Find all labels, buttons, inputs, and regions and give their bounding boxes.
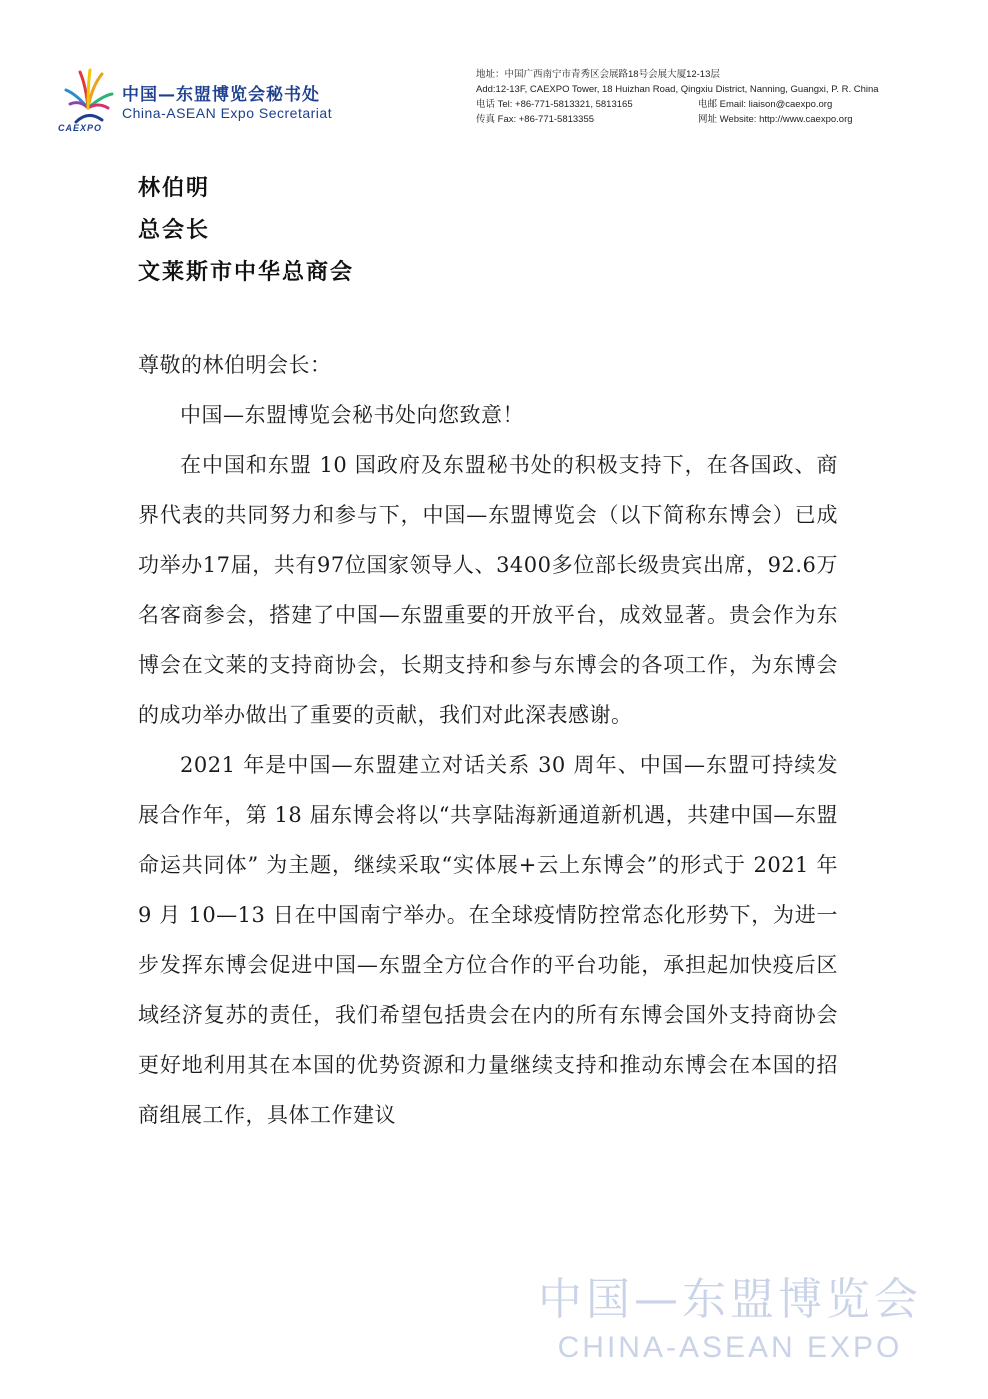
tel: 电话 Tel: +86-771-5813321, 5813165 xyxy=(476,99,633,110)
recipient-block xyxy=(138,168,354,294)
address-cn: 地址：中国广西南宁市青秀区会展路18号会展大厦12-13层 xyxy=(476,69,720,80)
watermark xyxy=(520,1272,940,1368)
org-name-cn: 中国—东盟博览会秘书处 xyxy=(122,85,320,105)
org-name-en: China-ASEAN Expo Secretariat xyxy=(122,105,333,121)
website: 网址 Website: http://www.caexpo.org xyxy=(698,114,853,125)
recipient-organization: 文莱斯市中华总商会 xyxy=(138,260,355,285)
logo-caexpo-label: CAEXPO xyxy=(58,123,103,133)
recipient-name: 林伯明 xyxy=(138,176,211,201)
fax: 传真 Fax: +86-771-5813355 xyxy=(476,114,595,125)
paragraph-2: 2021 年是中国—东盟建立对话关系 30 周年、中国—东盟可持续发展合作年，第 18 届东博会将以“共享陆海新通道新机遇，共建中国—东盟命运共同体” 为主题，继续采取“实体展+云上东博会”的形式于 2021 年 9 月 10—13 日在中国南宁举办。在全球疫情防控常态化形势下，为进一步发挥东博会促进中国—东盟全方位合作的平台功能，承担起加快疫后区域经济复苏的责任，我们希望包括贵会在内的所有东博会国外支持商协会更好地利用其在本国的优势资源和力量继续支持和推动东博会在本国的招商组展工作，具体工作建议 xyxy=(138,753,838,1127)
letterhead xyxy=(0,0,988,150)
letter-body xyxy=(138,340,838,1140)
recipient-title: 总会长 xyxy=(138,218,211,243)
paragraph-1: 在中国和东盟 10 国政府及东盟秘书处的积极支持下，在各国政、商界代表的共同努力和参与下，中国—东盟博览会（以下简称东博会）已成功举办17届，共有97位国家领导人、3400多位部长级贵宾出席，92.6万名客商参会，搭建了中国—东盟重要的开放平台，成效显著。贵会作为东博会在文莱的支持商协会，长期支持和参与东博会的各项工作，为东博会的成功举办做出了重要的贡献，我们对此深表感谢。 xyxy=(138,453,838,727)
watermark-en: CHINA-ASEAN EXPO xyxy=(557,1331,903,1364)
greeting: 中国—东盟博览会秘书处向您致意！ xyxy=(180,403,524,427)
watermark-cn: 中国—东盟博览会 xyxy=(538,1274,922,1325)
salutation: 尊敬的林伯明会长： xyxy=(138,353,332,377)
contact-block xyxy=(476,67,879,127)
address-en: Add:12-13F, CAEXPO Tower, 18 Huizhan Road, Qingxiu District, Nanning, Guangxi, P. R. China xyxy=(476,84,879,95)
email: 电邮 Email: liaison@caexpo.org xyxy=(698,99,833,110)
